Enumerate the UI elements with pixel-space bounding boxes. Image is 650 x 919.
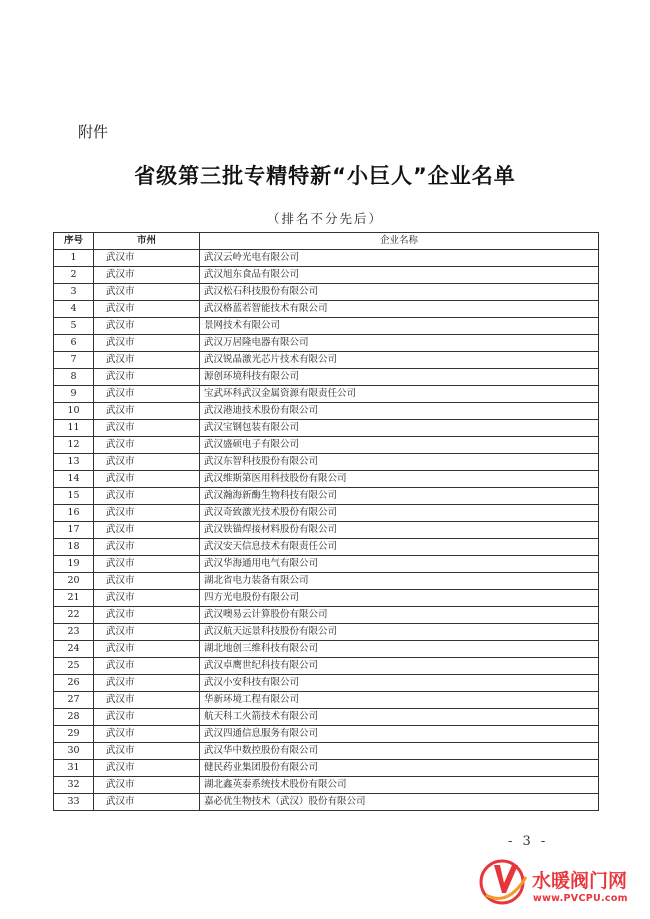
row-number: 22: [54, 607, 94, 624]
row-city: 武汉市: [94, 743, 200, 760]
row-number: 31: [54, 760, 94, 777]
table-row: [54, 726, 599, 743]
row-number: 9: [54, 386, 94, 403]
table-row: [54, 267, 599, 284]
row-city: 武汉市: [94, 539, 200, 556]
row-company-name: 航天科工火箭技术有限公司: [200, 709, 599, 726]
table-row: [54, 794, 599, 811]
row-company-name: 湖北地创三维科技有限公司: [200, 641, 599, 658]
row-number: 10: [54, 403, 94, 420]
row-number: 14: [54, 471, 94, 488]
page-title: 省级第三批专精特新“小巨人”企业名单: [134, 164, 516, 188]
page-number: - 3 -: [508, 834, 549, 849]
row-company-name: 武汉松石科技股份有限公司: [200, 284, 599, 301]
table-row: [54, 471, 599, 488]
row-company-name: 武汉瀚海新酶生物科技有限公司: [200, 488, 599, 505]
row-number: 1: [54, 250, 94, 267]
table-row: [54, 692, 599, 709]
row-company-name: 武汉锐晶激光芯片技术有限公司: [200, 352, 599, 369]
page-subtitle: （排名不分先后）: [266, 211, 383, 226]
table-row: [54, 318, 599, 335]
row-number: 15: [54, 488, 94, 505]
row-city: 武汉市: [94, 352, 200, 369]
row-company-name: 武汉万居隆电器有限公司: [200, 335, 599, 352]
row-number: 13: [54, 454, 94, 471]
row-number: 20: [54, 573, 94, 590]
row-city: 武汉市: [94, 692, 200, 709]
row-city: 武汉市: [94, 267, 200, 284]
table-row: [54, 624, 599, 641]
row-city: 武汉市: [94, 590, 200, 607]
row-company-name: 武汉东智科技股份有限公司: [200, 454, 599, 471]
table-row: [54, 284, 599, 301]
table-row: [54, 386, 599, 403]
column-header-city: 市州: [94, 233, 200, 250]
watermark-site-name: 水暖阀门网: [532, 870, 628, 892]
table-row: [54, 777, 599, 794]
table-row: [54, 641, 599, 658]
table-row: [54, 301, 599, 318]
row-city: 武汉市: [94, 777, 200, 794]
row-number: 8: [54, 369, 94, 386]
row-number: 27: [54, 692, 94, 709]
row-number: 2: [54, 267, 94, 284]
row-company-name: 四方光电股份有限公司: [200, 590, 599, 607]
table-row: [54, 250, 599, 267]
row-number: 19: [54, 556, 94, 573]
table-row: [54, 556, 599, 573]
row-city: 武汉市: [94, 420, 200, 437]
row-number: 11: [54, 420, 94, 437]
row-company-name: 武汉云岭光电有限公司: [200, 250, 599, 267]
row-city: 武汉市: [94, 760, 200, 777]
row-number: 5: [54, 318, 94, 335]
row-number: 16: [54, 505, 94, 522]
table-row: [54, 743, 599, 760]
row-city: 武汉市: [94, 301, 200, 318]
row-number: 18: [54, 539, 94, 556]
row-city: 武汉市: [94, 726, 200, 743]
table-row: [54, 505, 599, 522]
company-list-table: [53, 232, 599, 811]
row-number: 21: [54, 590, 94, 607]
row-city: 武汉市: [94, 794, 200, 811]
table-row: [54, 335, 599, 352]
watermark-url: www.PVCPU.com: [533, 893, 628, 904]
row-company-name: 武汉宝钢包装有限公司: [200, 420, 599, 437]
row-company-name: 武汉铁锚焊接材料股份有限公司: [200, 522, 599, 539]
table-row: [54, 420, 599, 437]
row-company-name: 武汉旭东食品有限公司: [200, 267, 599, 284]
row-number: 29: [54, 726, 94, 743]
row-city: 武汉市: [94, 250, 200, 267]
row-city: 武汉市: [94, 488, 200, 505]
row-company-name: 武汉港迪技术股份有限公司: [200, 403, 599, 420]
table-row: [54, 403, 599, 420]
table-row: [54, 607, 599, 624]
row-city: 武汉市: [94, 675, 200, 692]
row-city: 武汉市: [94, 335, 200, 352]
row-company-name: 武汉维斯第医用科技股份有限公司: [200, 471, 599, 488]
row-company-name: 武汉盛硕电子有限公司: [200, 437, 599, 454]
row-number: 32: [54, 777, 94, 794]
row-company-name: 源创环境科技有限公司: [200, 369, 599, 386]
row-city: 武汉市: [94, 709, 200, 726]
row-number: 17: [54, 522, 94, 539]
row-city: 武汉市: [94, 556, 200, 573]
table-row: [54, 658, 599, 675]
row-number: 30: [54, 743, 94, 760]
watermark-logo-icon: [478, 855, 530, 907]
table-row: [54, 454, 599, 471]
column-header-company: 企业名称: [200, 233, 599, 250]
row-company-name: 武汉格蓝若智能技术有限公司: [200, 301, 599, 318]
table-row: [54, 352, 599, 369]
row-company-name: 健民药业集团股份有限公司: [200, 760, 599, 777]
row-company-name: 武汉奇致激光技术股份有限公司: [200, 505, 599, 522]
row-company-name: 武汉小安科技有限公司: [200, 675, 599, 692]
row-number: 12: [54, 437, 94, 454]
row-company-name: 武汉四通信息服务有限公司: [200, 726, 599, 743]
row-number: 4: [54, 301, 94, 318]
table-row: [54, 539, 599, 556]
row-company-name: 武汉华中数控股份有限公司: [200, 743, 599, 760]
row-number: 28: [54, 709, 94, 726]
row-number: 33: [54, 794, 94, 811]
row-city: 武汉市: [94, 624, 200, 641]
row-city: 武汉市: [94, 573, 200, 590]
row-company-name: 宝武环科武汉金属资源有限责任公司: [200, 386, 599, 403]
row-city: 武汉市: [94, 386, 200, 403]
table-header-row: [54, 233, 599, 250]
row-city: 武汉市: [94, 369, 200, 386]
row-city: 武汉市: [94, 522, 200, 539]
row-company-name: 湖北省电力装备有限公司: [200, 573, 599, 590]
row-city: 武汉市: [94, 437, 200, 454]
table-body: [54, 250, 599, 811]
row-city: 武汉市: [94, 318, 200, 335]
row-number: 24: [54, 641, 94, 658]
row-company-name: 武汉卓鹰世纪科技有限公司: [200, 658, 599, 675]
row-company-name: 湖北鑫英泰系统技术股份有限公司: [200, 777, 599, 794]
table-row: [54, 675, 599, 692]
table-row: [54, 590, 599, 607]
row-company-name: 武汉安天信息技术有限责任公司: [200, 539, 599, 556]
row-company-name: 华新环境工程有限公司: [200, 692, 599, 709]
row-city: 武汉市: [94, 454, 200, 471]
row-city: 武汉市: [94, 471, 200, 488]
row-number: 23: [54, 624, 94, 641]
row-city: 武汉市: [94, 641, 200, 658]
row-number: 7: [54, 352, 94, 369]
row-city: 武汉市: [94, 403, 200, 420]
table-row: [54, 573, 599, 590]
table-row: [54, 437, 599, 454]
table-row: [54, 760, 599, 777]
row-number: 6: [54, 335, 94, 352]
row-company-name: 景网技术有限公司: [200, 318, 599, 335]
row-number: 26: [54, 675, 94, 692]
row-city: 武汉市: [94, 607, 200, 624]
row-company-name: 嘉必优生物技术（武汉）股份有限公司: [200, 794, 599, 811]
row-city: 武汉市: [94, 505, 200, 522]
row-company-name: 武汉航天远景科技股份有限公司: [200, 624, 599, 641]
row-number: 25: [54, 658, 94, 675]
row-company-name: 武汉华海通用电气有限公司: [200, 556, 599, 573]
row-company-name: 武汉噢易云计算股份有限公司: [200, 607, 599, 624]
column-header-number: 序号: [54, 233, 94, 250]
row-city: 武汉市: [94, 658, 200, 675]
table-row: [54, 369, 599, 386]
attachment-label: 附件: [78, 123, 109, 141]
row-number: 3: [54, 284, 94, 301]
table-row: [54, 488, 599, 505]
table-row: [54, 709, 599, 726]
table-row: [54, 522, 599, 539]
row-city: 武汉市: [94, 284, 200, 301]
